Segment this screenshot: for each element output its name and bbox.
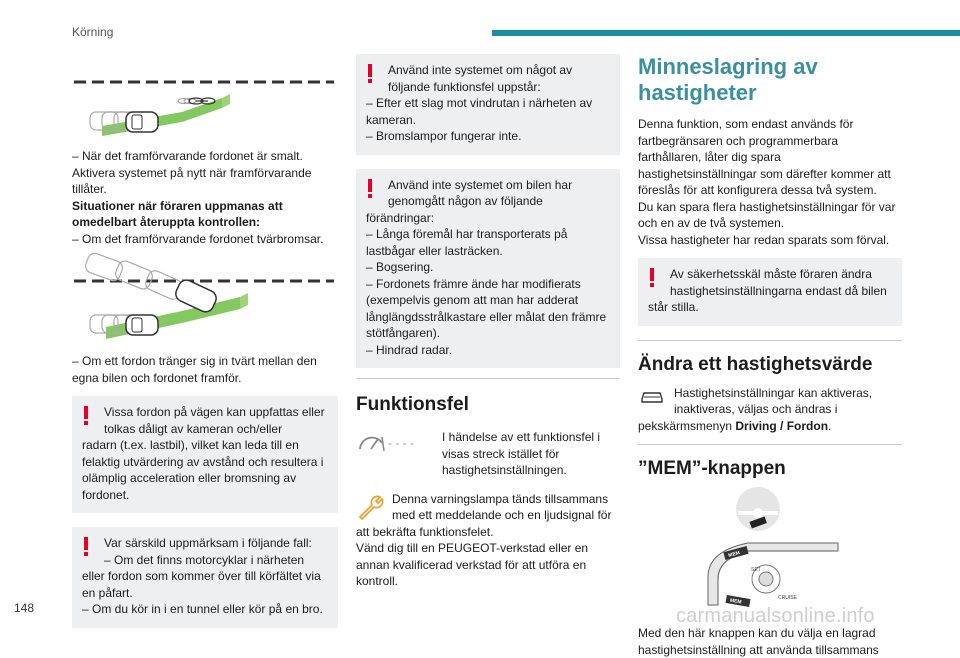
- warning-modification-item: – Fordonets främre ände har modifierats (exempelvis genom att man har adderat långlängdsstrålkastare eller målat den främre stötfångaren).: [366, 276, 607, 340]
- section-divider: [638, 444, 902, 445]
- column-3: [638, 54, 902, 658]
- car-settings-icon: [640, 387, 664, 405]
- section-divider: [638, 340, 902, 341]
- change-speed-end: .: [828, 418, 832, 433]
- heading-memory-speeds: Minneslagring av hastigheter: [638, 54, 818, 105]
- col1-paragraph-reactivate: Aktivera systemet på nytt när framförvarande tillåter.: [72, 165, 312, 196]
- header-section-title: Körning: [72, 25, 114, 39]
- warning-exclamation-icon: [366, 64, 374, 84]
- warning-exclamation-icon: [82, 537, 90, 557]
- change-speed-block: [638, 385, 902, 435]
- warning-box-malfunctions: [356, 54, 620, 155]
- col1-paragraph-brake: – Om det framförvarande fordonet tvärbromsar.: [72, 231, 324, 246]
- warning-safety-first: Av säkerhetsskäl måste föraren ändra hastighetsinställningarna endast då bilen: [670, 267, 887, 298]
- fault-dashes-row: [356, 429, 620, 479]
- mem-label-top: MEM: [727, 550, 741, 559]
- warning-modifications-first: Använd inte systemet om bilen har genomgått någon av följande: [388, 177, 573, 208]
- warning-attention-tunnel: – Om du kör in i en tunnel eller kör på en bro.: [82, 602, 323, 616]
- section-divider: [356, 378, 620, 379]
- narrow-vehicle-illustration: [72, 54, 338, 142]
- header-accent-bar: [492, 30, 960, 36]
- col1-subheading-situations: Situationer när föraren uppmanas att omedelbart återuppta kontrollen:: [72, 198, 283, 229]
- warning-modification-item: – Hindrad radar.: [366, 342, 453, 357]
- warning-attention-rest: eller fordon som kommer över till körfältet via en påfart.: [82, 569, 321, 600]
- fault-dashes-text: I händelse av ett funktionsfel i visas streck istället för hastighetsinställningen.: [442, 430, 601, 477]
- figure-mem-button: [638, 487, 902, 617]
- figure-narrow-vehicle: [72, 54, 338, 142]
- warning-exclamation-icon: [82, 406, 90, 426]
- memory-intro: Denna funktion, som endast används för fartbegränsaren och programmerbara farthållaren, låter dig spara hastighetsinställningar som därefter kommer att föreslås för att konfigurera dessa två system.: [638, 117, 891, 197]
- mem-label-bottom: MEM: [729, 597, 742, 606]
- warning-modifications-rest: förändringar:: [366, 210, 435, 225]
- watermark: carmanualsonline.info: [676, 605, 875, 627]
- warning-malfunction-item: – Bromslampor fungerar inte.: [366, 129, 522, 143]
- wrench-warning-icon: [356, 493, 386, 521]
- cruise-label: CRUISE: [778, 595, 797, 601]
- warning-malfunction-item: – Efter ett slag mot vindrutan i närheten av kameran.: [366, 96, 593, 127]
- warning-modification-item: – Långa föremål har transporterats på lastbågar eller lasträcken.: [366, 227, 568, 258]
- col1-paragraph-narrow: – När det framförvarande fordonet är smalt.: [72, 149, 303, 163]
- warning-modification-item: – Bogsering.: [366, 260, 434, 274]
- warning-box-attention: [72, 527, 338, 628]
- fault-lamp-first: Denna varningslampa tänds tillsammans med ett meddelande och en ljudsignal för: [392, 491, 612, 522]
- warning-box-detection: [72, 396, 338, 513]
- heading-change-speed: Ändra ett hastighetsvärde: [638, 353, 873, 375]
- change-speed-rest: [638, 418, 902, 435]
- warning-box-safety: [638, 258, 902, 326]
- set-label: SET: [751, 567, 761, 573]
- fault-lamp-rest: att bekräfta funktionsfelet.: [356, 524, 494, 539]
- warning-exclamation-icon: [648, 268, 656, 288]
- warning-attention-motorcycles: – Om det finns motorcyklar i närheten: [104, 552, 305, 567]
- fault-workshop-text: Vänd dig till en PEUGEOT-verkstad eller en annan kvalificerad verkstad för att utföra en kontroll.: [356, 541, 589, 588]
- dash-placeholder-text: - - - -: [388, 436, 414, 450]
- menu-path-driving: Driving / Fordon: [735, 418, 829, 433]
- column-1: [72, 54, 338, 628]
- warning-attention-first: Var särskild uppmärksam i följande fall:: [104, 536, 312, 550]
- mem-button-illustration: [638, 487, 902, 617]
- mem-description: Med den här knappen kan du välja en lagrad hastighetsinställning att använda tillsammans: [638, 626, 879, 657]
- cut-in-vehicle-illustration: [72, 251, 338, 347]
- warning-safety-rest: står stilla.: [648, 300, 699, 314]
- fault-lamp-block: [356, 491, 620, 590]
- warning-box-modifications: [356, 169, 620, 369]
- col1-paragraph-cut-in: – Om ett fordon tränger sig in tvärt mellan den egna bilen och fordonet framför.: [72, 354, 317, 385]
- column-2: [356, 54, 620, 590]
- speed-dashes-display: [356, 429, 426, 459]
- change-speed-first: Hastighetsinställningar kan aktiveras, inaktiveras, väljas och ändras i: [674, 385, 873, 416]
- memory-multiple: Du kan spara flera hastighetsinställningar för var och en av de två systemen.: [638, 199, 896, 230]
- warning-detection-first: Vissa fordon på vägen kan uppfattas eller tolkas dåligt av kameran och/eller: [104, 405, 325, 436]
- warning-malfunctions-first: Använd inte systemet om något av följande funktionsfel uppstår:: [388, 63, 573, 94]
- warning-exclamation-icon: [366, 179, 374, 199]
- heading-mem-button: ”MEM”-knappen: [638, 458, 786, 479]
- page-number: 148: [14, 601, 35, 615]
- figure-cut-in-vehicle: [72, 251, 338, 347]
- warning-detection-rest: radarn (t.ex. lastbil), vilket kan leda till en felaktig utvärdering av avstånd och resultera i olämplig acceleration eller bromsning av fordonet.: [82, 438, 324, 502]
- heading-funktionsfel: Funktionsfel: [356, 394, 469, 415]
- change-speed-prefix: pekskärmsmenyn: [638, 418, 736, 433]
- memory-presets: Vissa hastigheter har redan sparats som förval.: [638, 232, 890, 247]
